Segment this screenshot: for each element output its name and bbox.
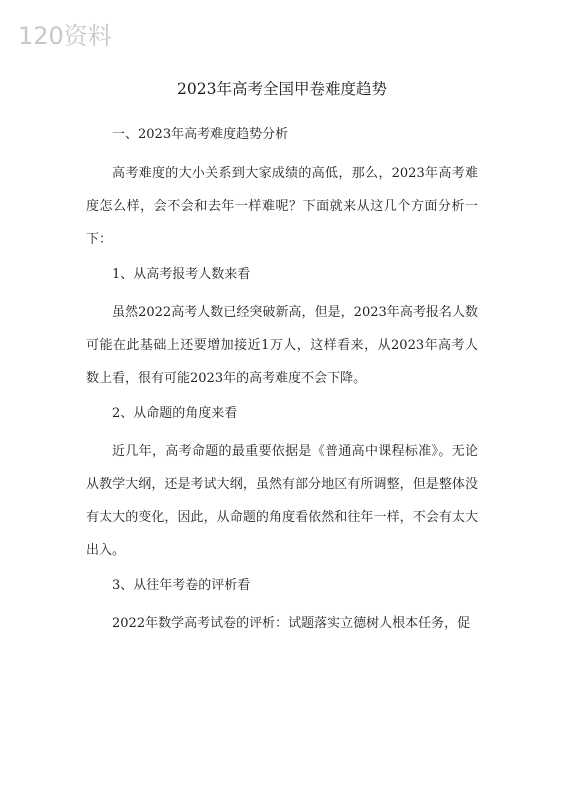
document-title: 2023年高考全国甲卷难度趋势 [177,80,387,98]
watermark-logo: 120资料 [18,22,112,50]
subsection-title-3: 3、从往年考卷的评析看 [112,578,251,593]
subsection-title-2: 2、从命题的角度来看 [112,406,238,421]
section-heading-1: 一、2023年高考难度趋势分析 [112,127,289,142]
document-body [86,78,478,648]
subsection-body-2: 近几年，高考命题的最重要依据是《普通高中课程标准》。无论从教学大纲，还是考试大纲，虽然有部分地区有所调整，但是整体没有太大的变化，因此，从命题的角度看依然和往年一样，不会有太大出入。 [86,444,478,558]
subsection-body-1: 虽然2022高考人数已经突破新高，但是，2023年高考报名人数可能在此基础上还要增加接近1万人，这样看来，从2023年高考人数上看，很有可能2023年的高考难度不会下降。 [86,305,478,386]
subsection-body-3: 2022年数学高考试卷的评析：试题落实立德树人根本任务，促 [112,616,471,631]
subsection-title-1: 1、从高考报考人数来看 [112,267,251,282]
intro-paragraph: 高考难度的大小关系到大家成绩的高低，那么，2023年高考难度怎么样，会不会和去年一样难呢？下面就来从这几个方面分析一下： [86,166,478,247]
